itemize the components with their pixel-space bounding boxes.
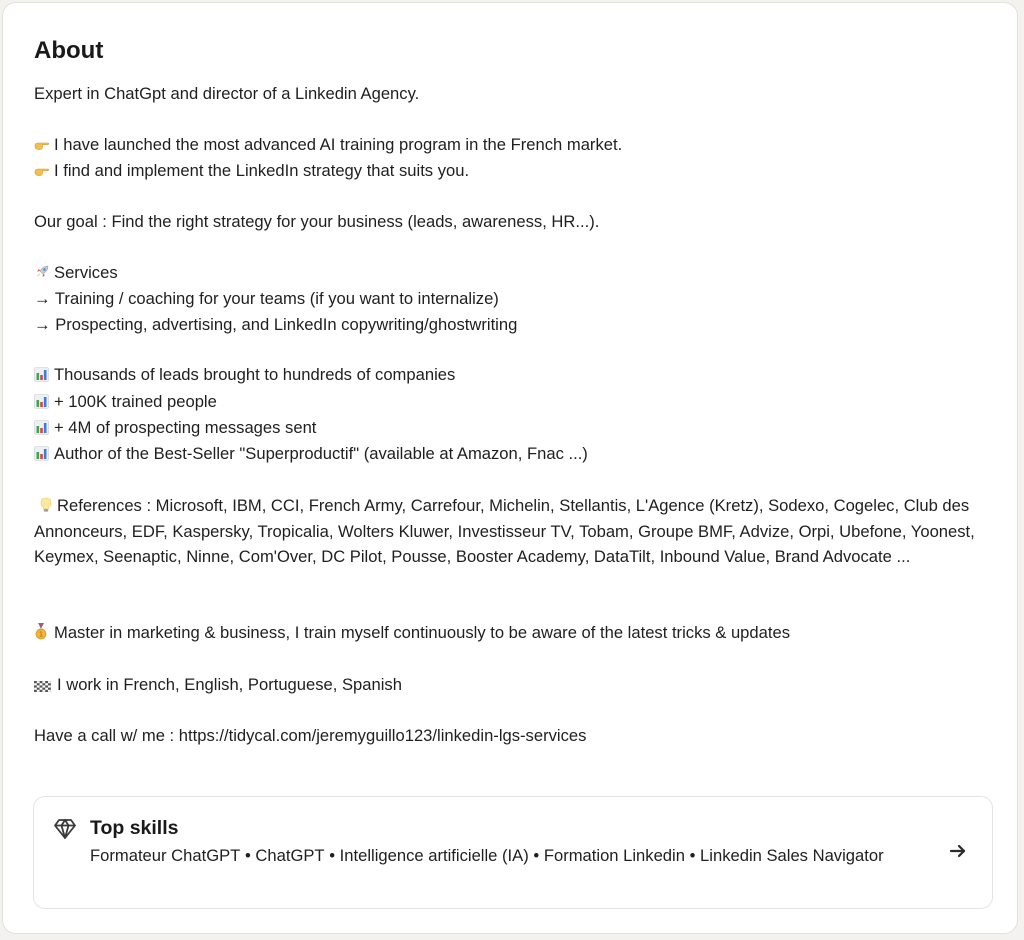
bar-chart-icon [34,416,54,441]
medal-icon [34,621,54,646]
stat-line [34,362,996,388]
bar-chart-icon [34,363,54,388]
languages-text: I work in French, English, Portuguese, Spanish [57,674,402,694]
service-item: → Prospecting, advertising, and LinkedIn copywriting/ghostwriting [34,314,518,334]
references-text: References : Microsoft, IBM, CCI, French Army, Carrefour, Michelin, Stellantis, L'Agence (Kretz), Sodexo, Cogelec, Club des Annonceurs, EDF, Kaspersky, Tropicalia, Wolters Kluwer, Investisseur TV, Tobam, Groupe BMF, Advize, Orpi, Ubefone, Yoonest, Keymex, Seenaptic, Ninne, Com'Over, DC Pilot, Pousse, Booster Academy, DataTilt, Inbound Value, Brand Advocate ... [34,495,980,567]
stat-line [34,415,996,441]
blank-line [34,106,996,131]
skill-separator: • [689,846,696,865]
bar-chart-icon [34,390,54,415]
top-skills-title: Top skills [90,817,179,839]
top-skills-card[interactable] [33,796,993,909]
service-item: → Training / coaching for your teams (if you want to internalize) [34,289,499,309]
blank-line [34,235,996,260]
top-skills-list [90,843,910,868]
stat-line [34,441,996,467]
references-line [34,493,996,570]
blank-line [34,698,996,723]
master-text: Master in marketing & business, I train myself continuously to be aware of the latest tricks & updates [54,623,790,643]
master-line [34,620,996,646]
stat-text: + 100K trained people [54,391,217,411]
intro-line: Expert in ChatGpt and director of a Linkedin Agency. [34,84,420,103]
skill-item: Formation Linkedin [543,846,685,865]
diamond-icon [53,817,77,841]
section-title: About [34,37,104,64]
pointing-hand-icon [34,159,54,184]
about-card [2,2,1018,934]
pointing-hand-icon [34,133,54,158]
goal-line: Our goal : Find the right strategy for your business (leads, awareness, HR...). [34,212,600,232]
languages-line [34,672,996,698]
stat-text: + 4M of prospecting messages sent [54,417,317,437]
skill-item: Intelligence artificielle (IA) [339,846,529,865]
highlight-line [34,158,996,184]
services-heading-line [34,260,996,286]
blank-line [34,467,996,492]
blank-line [34,337,996,362]
bar-chart-icon [34,442,54,467]
rocket-icon [34,261,54,286]
stat-text: Author of the Best-Seller "Superproductif" (available at Amazon, Fnac ...) [54,444,588,464]
svg-text:1: 1 [38,630,44,639]
highlight-line [34,132,996,158]
skill-separator: • [329,846,336,865]
skill-item: Formateur ChatGPT [90,846,241,865]
services-heading: Services [54,263,118,283]
highlight-text: I have launched the most advanced AI training program in the French market. [54,134,623,154]
skill-item: Linkedin Sales Navigator [700,846,884,865]
call-line: Have a call w/ me : https://tidycal.com/jeremyguillo123/linkedin-lgs-services [34,726,587,746]
highlight-text: I find and implement the LinkedIn strategy that suits you. [54,160,470,180]
arrow-right-icon[interactable] [948,841,968,861]
blank-line [34,595,996,620]
skill-separator: • [533,846,540,865]
about-text [34,81,996,749]
blank-line [34,647,996,672]
blank-line [34,570,996,595]
checkered-flag-icon [34,673,57,698]
stat-line [34,389,996,415]
stat-text: Thousands of leads brought to hundreds of companies [54,365,456,385]
skill-separator: • [244,846,251,865]
skill-item: ChatGPT [255,846,325,865]
light-bulb-icon [34,494,57,519]
blank-line [34,184,996,209]
